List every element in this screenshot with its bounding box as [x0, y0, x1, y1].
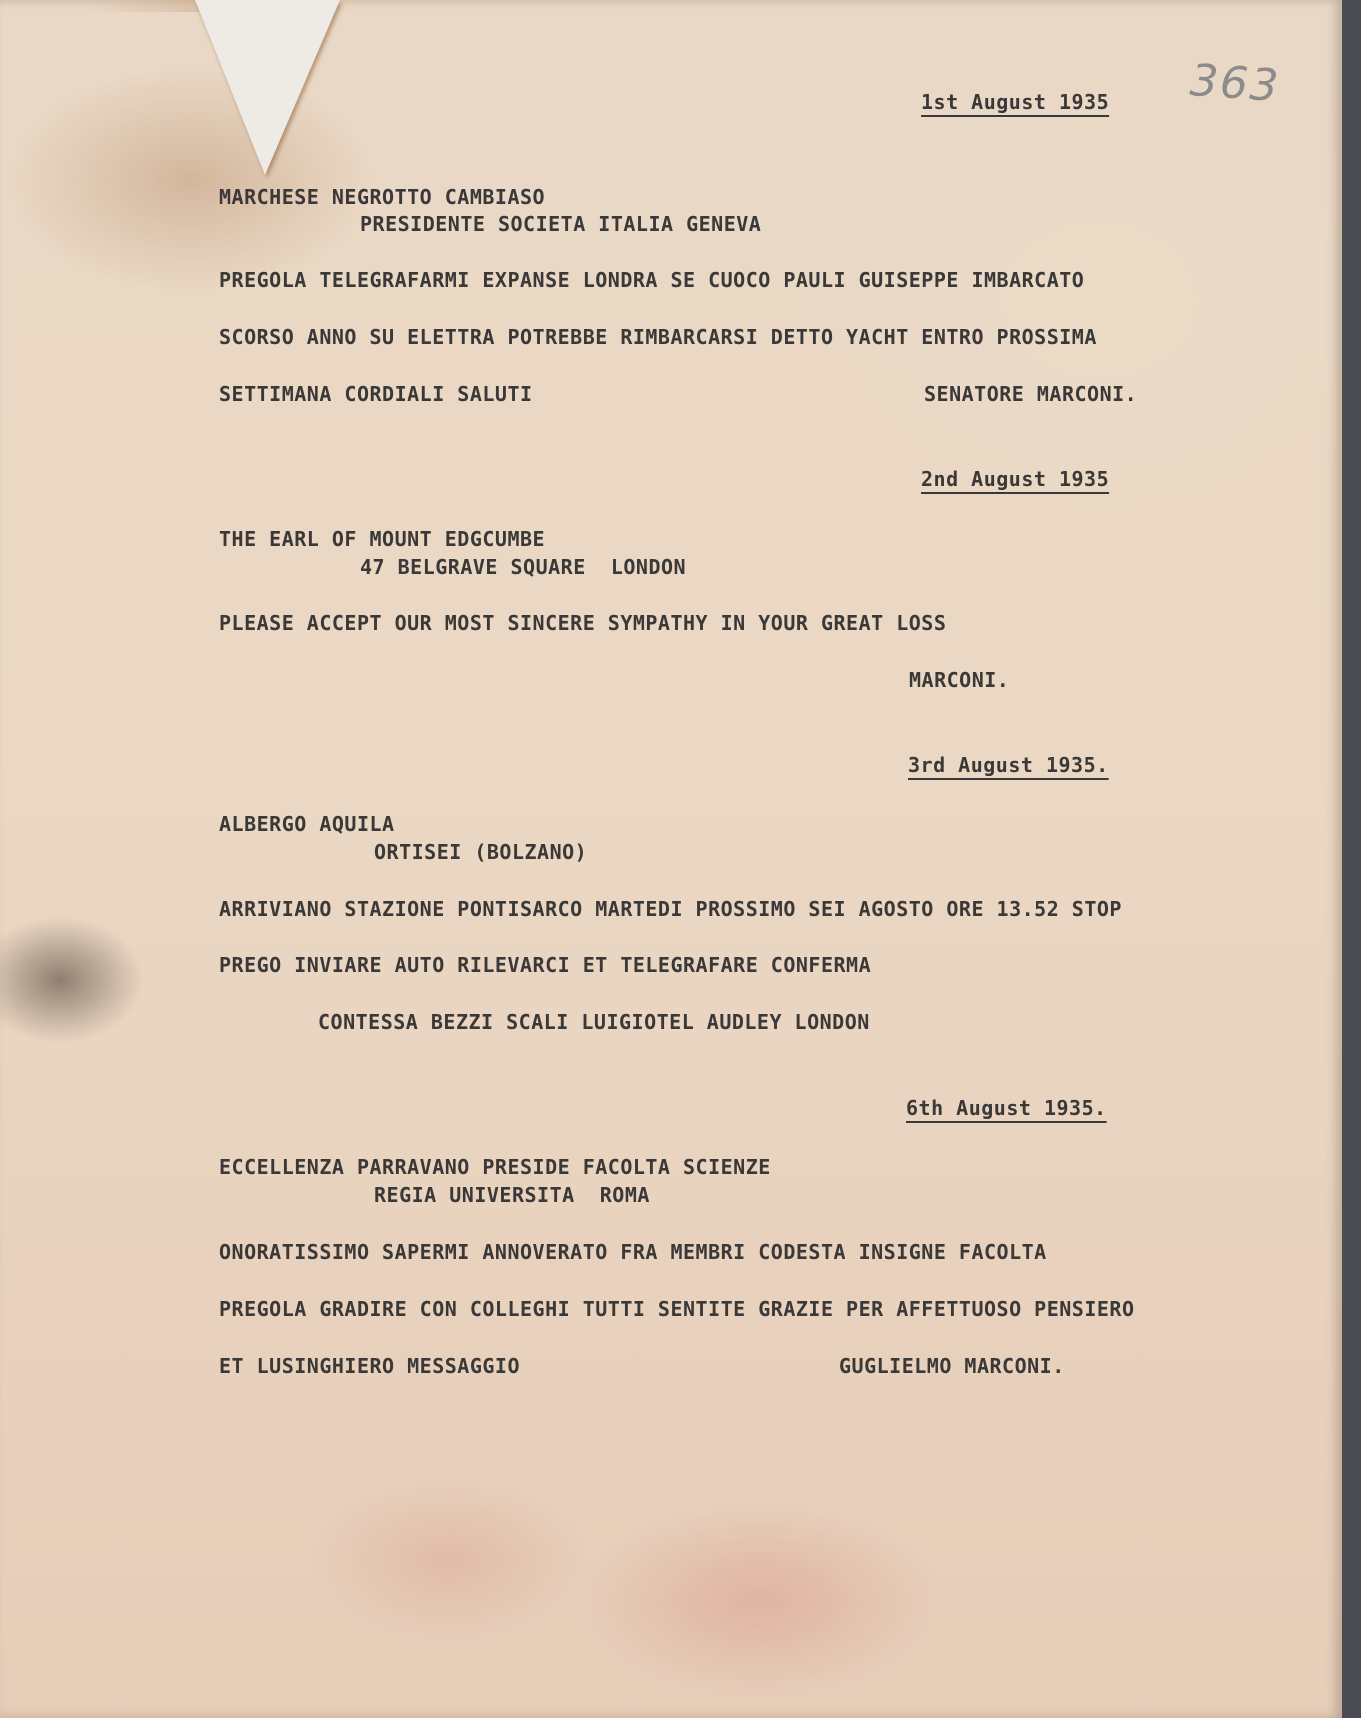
- entry-body-line: SETTIMANA CORDIALI SALUTI: [219, 382, 533, 406]
- entry-addressee: ECCELLENZA PARRAVANO PRESIDE FACOLTA SCIENZE: [219, 1155, 771, 1179]
- entry-body-line: PREGO INVIARE AUTO RILEVARCI ET TELEGRAFARE CONFERMA: [219, 953, 872, 977]
- entry-date: 2nd August 1935: [921, 467, 1110, 491]
- entry-address: REGIA UNIVERSITA ROMA: [374, 1183, 650, 1207]
- entry-address: 47 BELGRAVE SQUARE LONDON: [360, 555, 687, 579]
- entry-signature: SENATORE MARCONI.: [924, 382, 1138, 406]
- entry-date: 6th August 1935.: [906, 1096, 1107, 1120]
- entry-body-line: PREGOLA GRADIRE CON COLLEGHI TUTTI SENTITE GRAZIE PER AFFETTUOSO PENSIERO: [219, 1297, 1135, 1321]
- entry-body-line: PREGOLA TELEGRAFARMI EXPANSE LONDRA SE CUOCO PAULI GUISEPPE IMBARCATO: [219, 268, 1085, 292]
- entry-addressee: MARCHESE NEGROTTO CAMBIASO: [219, 185, 546, 209]
- entry-body-line: ET LUSINGHIERO MESSAGGIO: [219, 1354, 520, 1378]
- folio-number: 363: [1188, 54, 1282, 113]
- entry-addressee: ALBERGO AQUILA: [219, 812, 395, 836]
- entry-body-line: ONORATISSIMO SAPERMI ANNOVERATO FRA MEMBRI CODESTA INSIGNE FACOLTA: [219, 1240, 1047, 1264]
- torn-corner: [195, 0, 340, 175]
- entry-signature: CONTESSA BEZZI SCALI LUIGIOTEL AUDLEY LONDON: [318, 1010, 870, 1034]
- entry-address: PRESIDENTE SOCIETA ITALIA GENEVA: [360, 212, 762, 236]
- entry-body-line: PLEASE ACCEPT OUR MOST SINCERE SYMPATHY IN YOUR GREAT LOSS: [219, 611, 947, 635]
- entry-addressee: THE EARL OF MOUNT EDGCUMBE: [219, 527, 546, 551]
- entry-signature: GUGLIELMO MARCONI.: [839, 1354, 1065, 1378]
- entry-date: 3rd August 1935.: [908, 753, 1109, 777]
- entry-body-line: SCORSO ANNO SU ELETTRA POTREBBE RIMBARCARSI DETTO YACHT ENTRO PROSSIMA: [219, 325, 1097, 349]
- entry-address: ORTISEI (BOLZANO): [374, 840, 588, 864]
- entry-body-line: ARRIVIANO STAZIONE PONTISARCO MARTEDI PROSSIMO SEI AGOSTO ORE 13.52 STOP: [219, 897, 1122, 921]
- entry-date: 1st August 1935: [921, 90, 1110, 114]
- entry-signature: MARCONI.: [909, 668, 1010, 692]
